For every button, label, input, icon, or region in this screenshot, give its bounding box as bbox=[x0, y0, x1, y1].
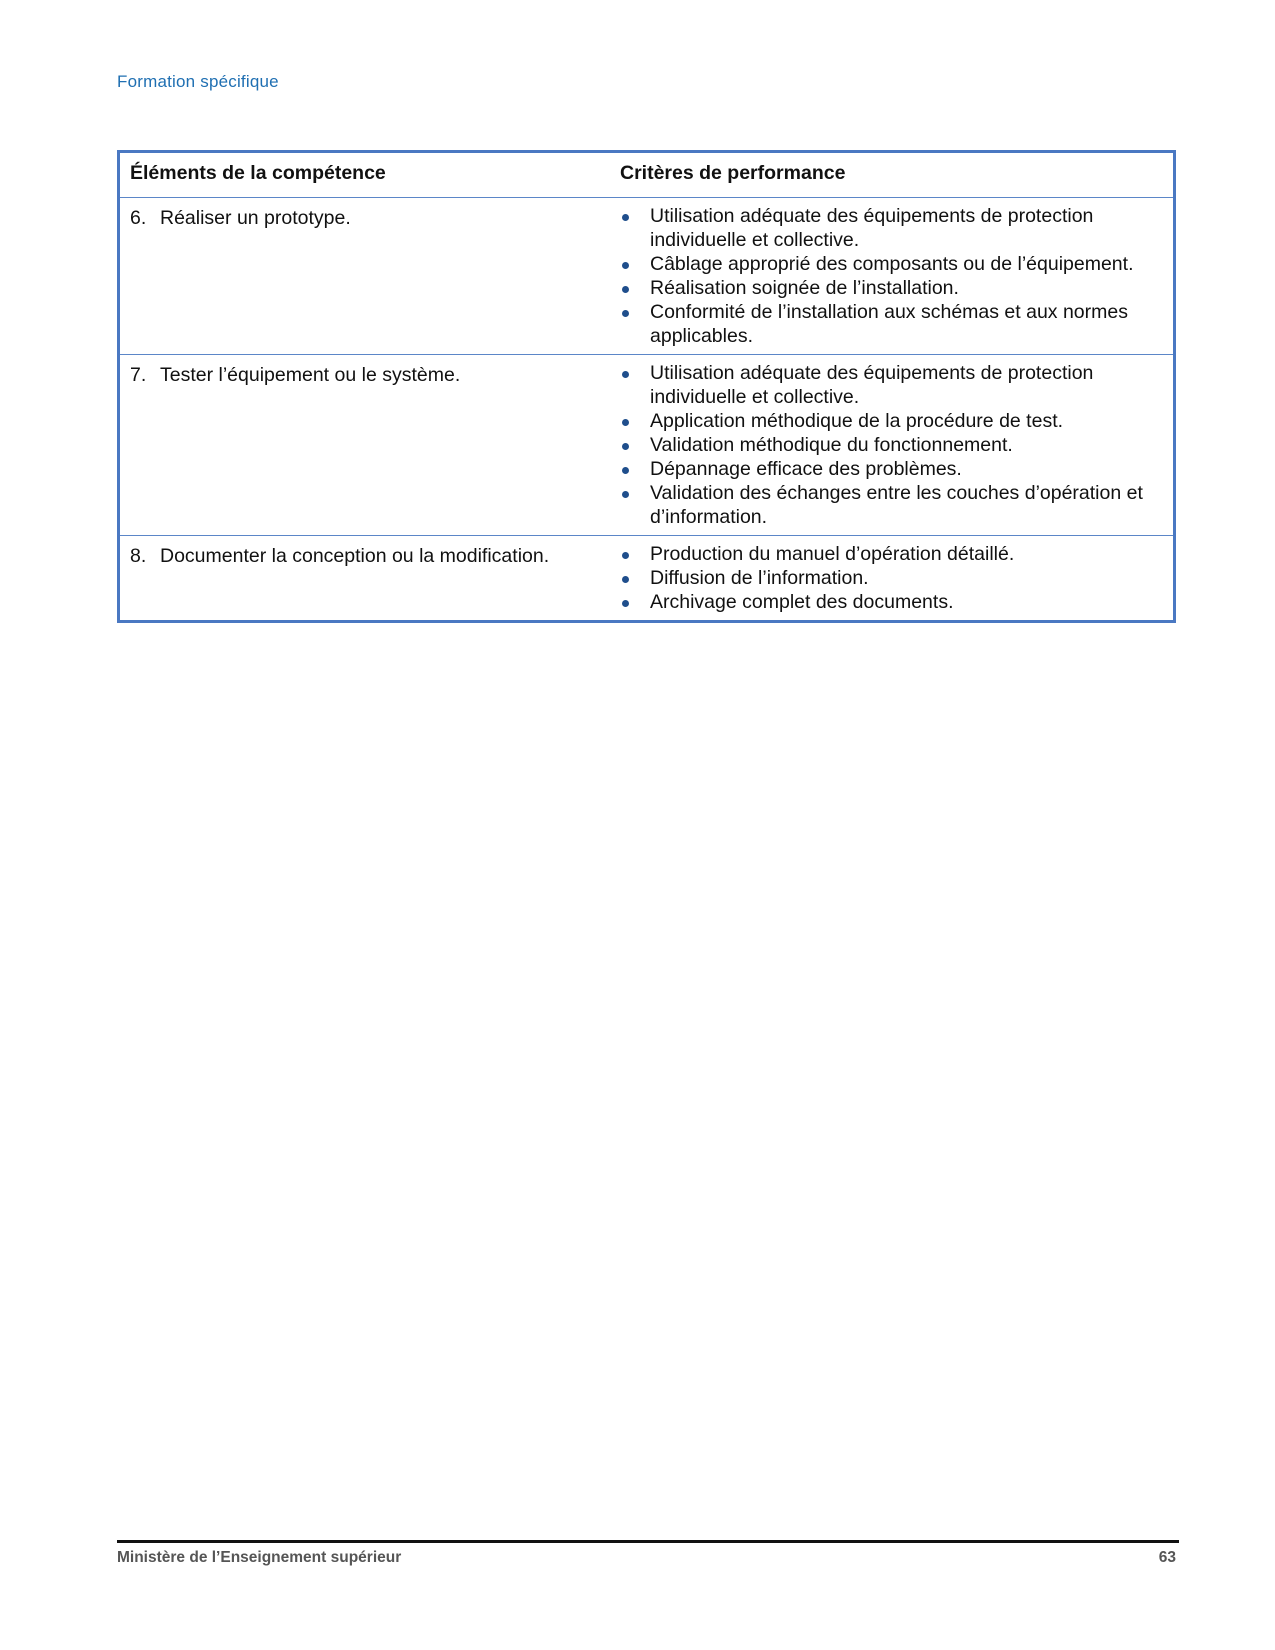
table-header-row bbox=[120, 153, 1173, 197]
bullet-icon bbox=[622, 214, 629, 221]
bullet-icon bbox=[622, 491, 629, 498]
element-text: Documenter la conception ou la modification. bbox=[160, 545, 550, 567]
bullet-icon bbox=[622, 443, 629, 450]
column-header-elements: Éléments de la compétence bbox=[130, 162, 386, 184]
element-cell bbox=[120, 536, 620, 620]
element-number: 7. bbox=[130, 364, 147, 386]
criteria-item bbox=[620, 252, 1163, 276]
bullet-icon bbox=[622, 576, 629, 583]
criteria-text: Utilisation adéquate des équipements de protection individuelle et collective. bbox=[650, 205, 1094, 251]
element-cell bbox=[120, 355, 620, 535]
element-cell bbox=[120, 198, 620, 354]
bullet-icon bbox=[622, 262, 629, 269]
bullet-icon bbox=[622, 310, 629, 317]
column-header-criteria: Critères de performance bbox=[620, 162, 846, 184]
criteria-item bbox=[620, 433, 1163, 457]
competence-table bbox=[117, 150, 1176, 623]
criteria-item bbox=[620, 300, 1163, 348]
criteria-text: Câblage approprié des composants ou de l’équipement. bbox=[650, 253, 1134, 275]
criteria-item bbox=[620, 481, 1163, 529]
criteria-text: Diffusion de l’information. bbox=[650, 567, 869, 589]
criteria-item bbox=[620, 276, 1163, 300]
criteria-item bbox=[620, 361, 1163, 409]
element-number: 8. bbox=[130, 545, 147, 567]
criteria-cell bbox=[620, 536, 1173, 620]
criteria-text: Application méthodique de la procédure de test. bbox=[650, 410, 1064, 432]
bullet-icon bbox=[622, 600, 629, 607]
element-number: 6. bbox=[130, 207, 147, 229]
criteria-cell bbox=[620, 355, 1173, 535]
table-row bbox=[120, 197, 1173, 354]
footer-publisher: Ministère de l’Enseignement supérieur bbox=[117, 1549, 402, 1566]
bullet-icon bbox=[622, 419, 629, 426]
bullet-icon bbox=[622, 371, 629, 378]
element-text: Tester l’équipement ou le système. bbox=[160, 364, 461, 386]
criteria-item bbox=[620, 590, 1163, 614]
criteria-text: Validation des échanges entre les couches d’opération et d’information. bbox=[650, 482, 1143, 528]
criteria-text: Validation méthodique du fonctionnement. bbox=[650, 434, 1013, 456]
criteria-text: Dépannage efficace des problèmes. bbox=[650, 458, 962, 480]
table-row bbox=[120, 535, 1173, 620]
criteria-cell bbox=[620, 198, 1173, 354]
criteria-list bbox=[620, 361, 1163, 529]
bullet-icon bbox=[622, 467, 629, 474]
footer-divider bbox=[117, 1540, 1179, 1543]
criteria-list bbox=[620, 204, 1163, 348]
criteria-list bbox=[620, 542, 1163, 614]
table-row bbox=[120, 354, 1173, 535]
element-text: Réaliser un prototype. bbox=[160, 207, 351, 229]
criteria-text: Réalisation soignée de l’installation. bbox=[650, 277, 959, 299]
criteria-item bbox=[620, 204, 1163, 252]
criteria-text: Production du manuel d’opération détaillé. bbox=[650, 543, 1015, 565]
criteria-item bbox=[620, 566, 1163, 590]
criteria-item bbox=[620, 542, 1163, 566]
criteria-item bbox=[620, 457, 1163, 481]
criteria-item bbox=[620, 409, 1163, 433]
running-header: Formation spécifique bbox=[117, 72, 279, 91]
criteria-text: Conformité de l’installation aux schémas et aux normes applicables. bbox=[650, 301, 1128, 347]
bullet-icon bbox=[622, 286, 629, 293]
criteria-text: Archivage complet des documents. bbox=[650, 591, 954, 613]
criteria-text: Utilisation adéquate des équipements de protection individuelle et collective. bbox=[650, 362, 1094, 408]
page-number: 63 bbox=[1158, 1549, 1176, 1566]
bullet-icon bbox=[622, 552, 629, 559]
